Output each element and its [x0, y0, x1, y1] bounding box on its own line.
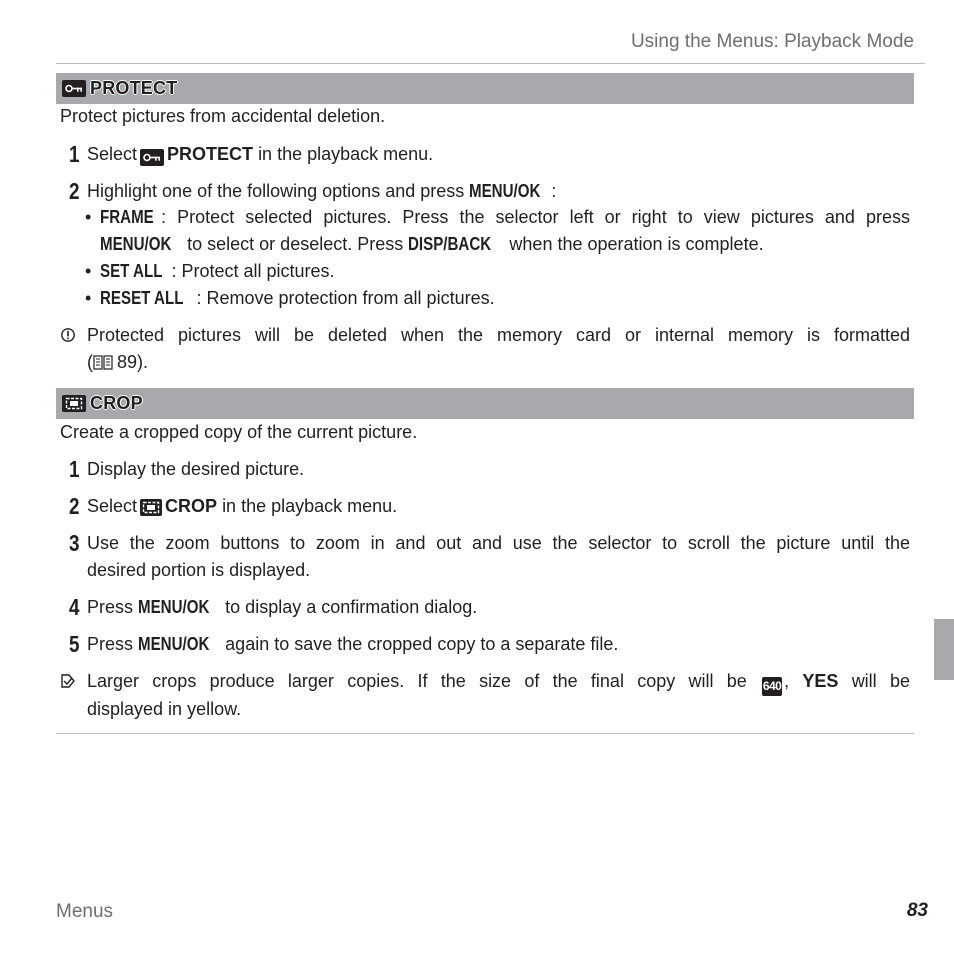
header-rule [56, 63, 925, 64]
tip-text: Larger crops produce larger copies. If the size of the final copy will be [87, 671, 747, 691]
step-text: Press [87, 597, 134, 617]
crop-intro: Create a cropped copy of the current picture. [60, 422, 418, 442]
section-thumb-tab [934, 619, 954, 680]
running-header: Using the Menus: Playback Mode [630, 31, 914, 52]
menu-ok-label: MENU/OK [469, 181, 541, 201]
step-text: Highlight one of the following options and press [87, 181, 465, 201]
option-reset-all: RESET ALL [100, 288, 184, 308]
step-text: in the playback menu. [222, 496, 398, 516]
bullet-frame [100, 204, 910, 258]
tip-text: , [784, 671, 790, 691]
menu-ok-label: MENU/OK [138, 597, 210, 617]
caution-text: ( [87, 352, 93, 372]
caution-line-1: Protected pictures will be deleted when the memory card or internal memory is formatted [87, 325, 910, 345]
menu-ok-label: MENU/OK [100, 234, 172, 254]
bullet-text: to select or deselect. Press [187, 234, 404, 254]
page-number: 83 [906, 900, 928, 921]
crop-step-5 [87, 631, 618, 658]
menu-ok-label: MENU/OK [138, 634, 210, 654]
bullet-text: when the operation is complete. [509, 234, 764, 254]
protect-intro: Protect pictures from accidental deletion. [60, 106, 386, 126]
tip-line-2: displayed in yellow. [87, 699, 242, 719]
step-text: in the playback menu. [258, 144, 434, 164]
option-frame: FRAME [100, 207, 154, 227]
crop-step-3-number: 3 [69, 530, 80, 556]
caution-note [87, 322, 910, 378]
bullet-dot: • [85, 261, 92, 281]
crop-step-2 [87, 493, 397, 520]
step-text: : [551, 181, 557, 201]
crop-step-1-number: 1 [69, 456, 80, 482]
section-bar-crop [56, 388, 914, 419]
crop-step-2-number: 2 [69, 493, 80, 519]
tip-text: will be [851, 671, 910, 691]
bullet-text: : Remove protection from all pictures. [196, 288, 495, 308]
option-set-all: SET ALL [100, 261, 163, 281]
crop-icon [140, 499, 162, 516]
bullet-dot: • [85, 207, 92, 227]
caution-text: ). [137, 352, 149, 372]
step-text: to display a confirmation dialog. [225, 597, 478, 617]
caution-line-2 [87, 349, 910, 378]
bullet-text: : Protect all pictures. [171, 261, 335, 281]
step-text: again to save the cropped copy to a separate file. [225, 634, 619, 654]
protect-step-1 [87, 141, 433, 168]
tip-line-1 [87, 668, 910, 696]
crop-step-5-number: 5 [69, 631, 80, 657]
footer-section-name: Menus [56, 901, 114, 922]
step-text: Select [87, 496, 138, 516]
protect-step-2 [87, 178, 556, 205]
menu-item-crop: CROP [165, 496, 218, 516]
book-icon [93, 351, 113, 378]
bottom-rule [56, 733, 914, 734]
step-text: Use the zoom buttons to zoom in and out and use the selector to scroll the picture until the [87, 533, 910, 553]
protect-step-1-number: 1 [69, 141, 80, 167]
key-icon [62, 80, 86, 97]
crop-icon [62, 395, 86, 412]
bullet-text: : Protect selected pictures. Press the selector left or right to view pictures and press [161, 207, 910, 227]
crop-step-4 [87, 594, 477, 621]
image-size-640-icon: 640 [762, 677, 782, 696]
tip-icon [60, 673, 76, 694]
bullet-reset-all [100, 285, 495, 312]
tip-note [87, 668, 910, 723]
page-reference: 89 [117, 352, 138, 372]
disp-back-label: DISP/BACK [408, 234, 492, 254]
bullet-set-all [100, 258, 335, 285]
crop-step-3 [87, 530, 910, 584]
step-text: desired portion is displayed. [87, 560, 311, 580]
crop-step-1: Display the desired picture. [87, 459, 305, 479]
protect-step-2-number: 2 [69, 178, 80, 204]
section-title-protect: PROTECT [90, 78, 178, 98]
bullet-dot: • [85, 288, 92, 308]
step-text: Select [87, 144, 138, 164]
menu-item-protect: PROTECT [167, 144, 254, 164]
caution-icon [60, 327, 76, 348]
step-text: Press [87, 634, 134, 654]
section-title-crop: CROP [90, 393, 143, 413]
yes-label: YES [802, 671, 839, 691]
key-icon [140, 149, 164, 166]
crop-step-4-number: 4 [69, 594, 80, 620]
section-bar-protect [56, 73, 914, 104]
